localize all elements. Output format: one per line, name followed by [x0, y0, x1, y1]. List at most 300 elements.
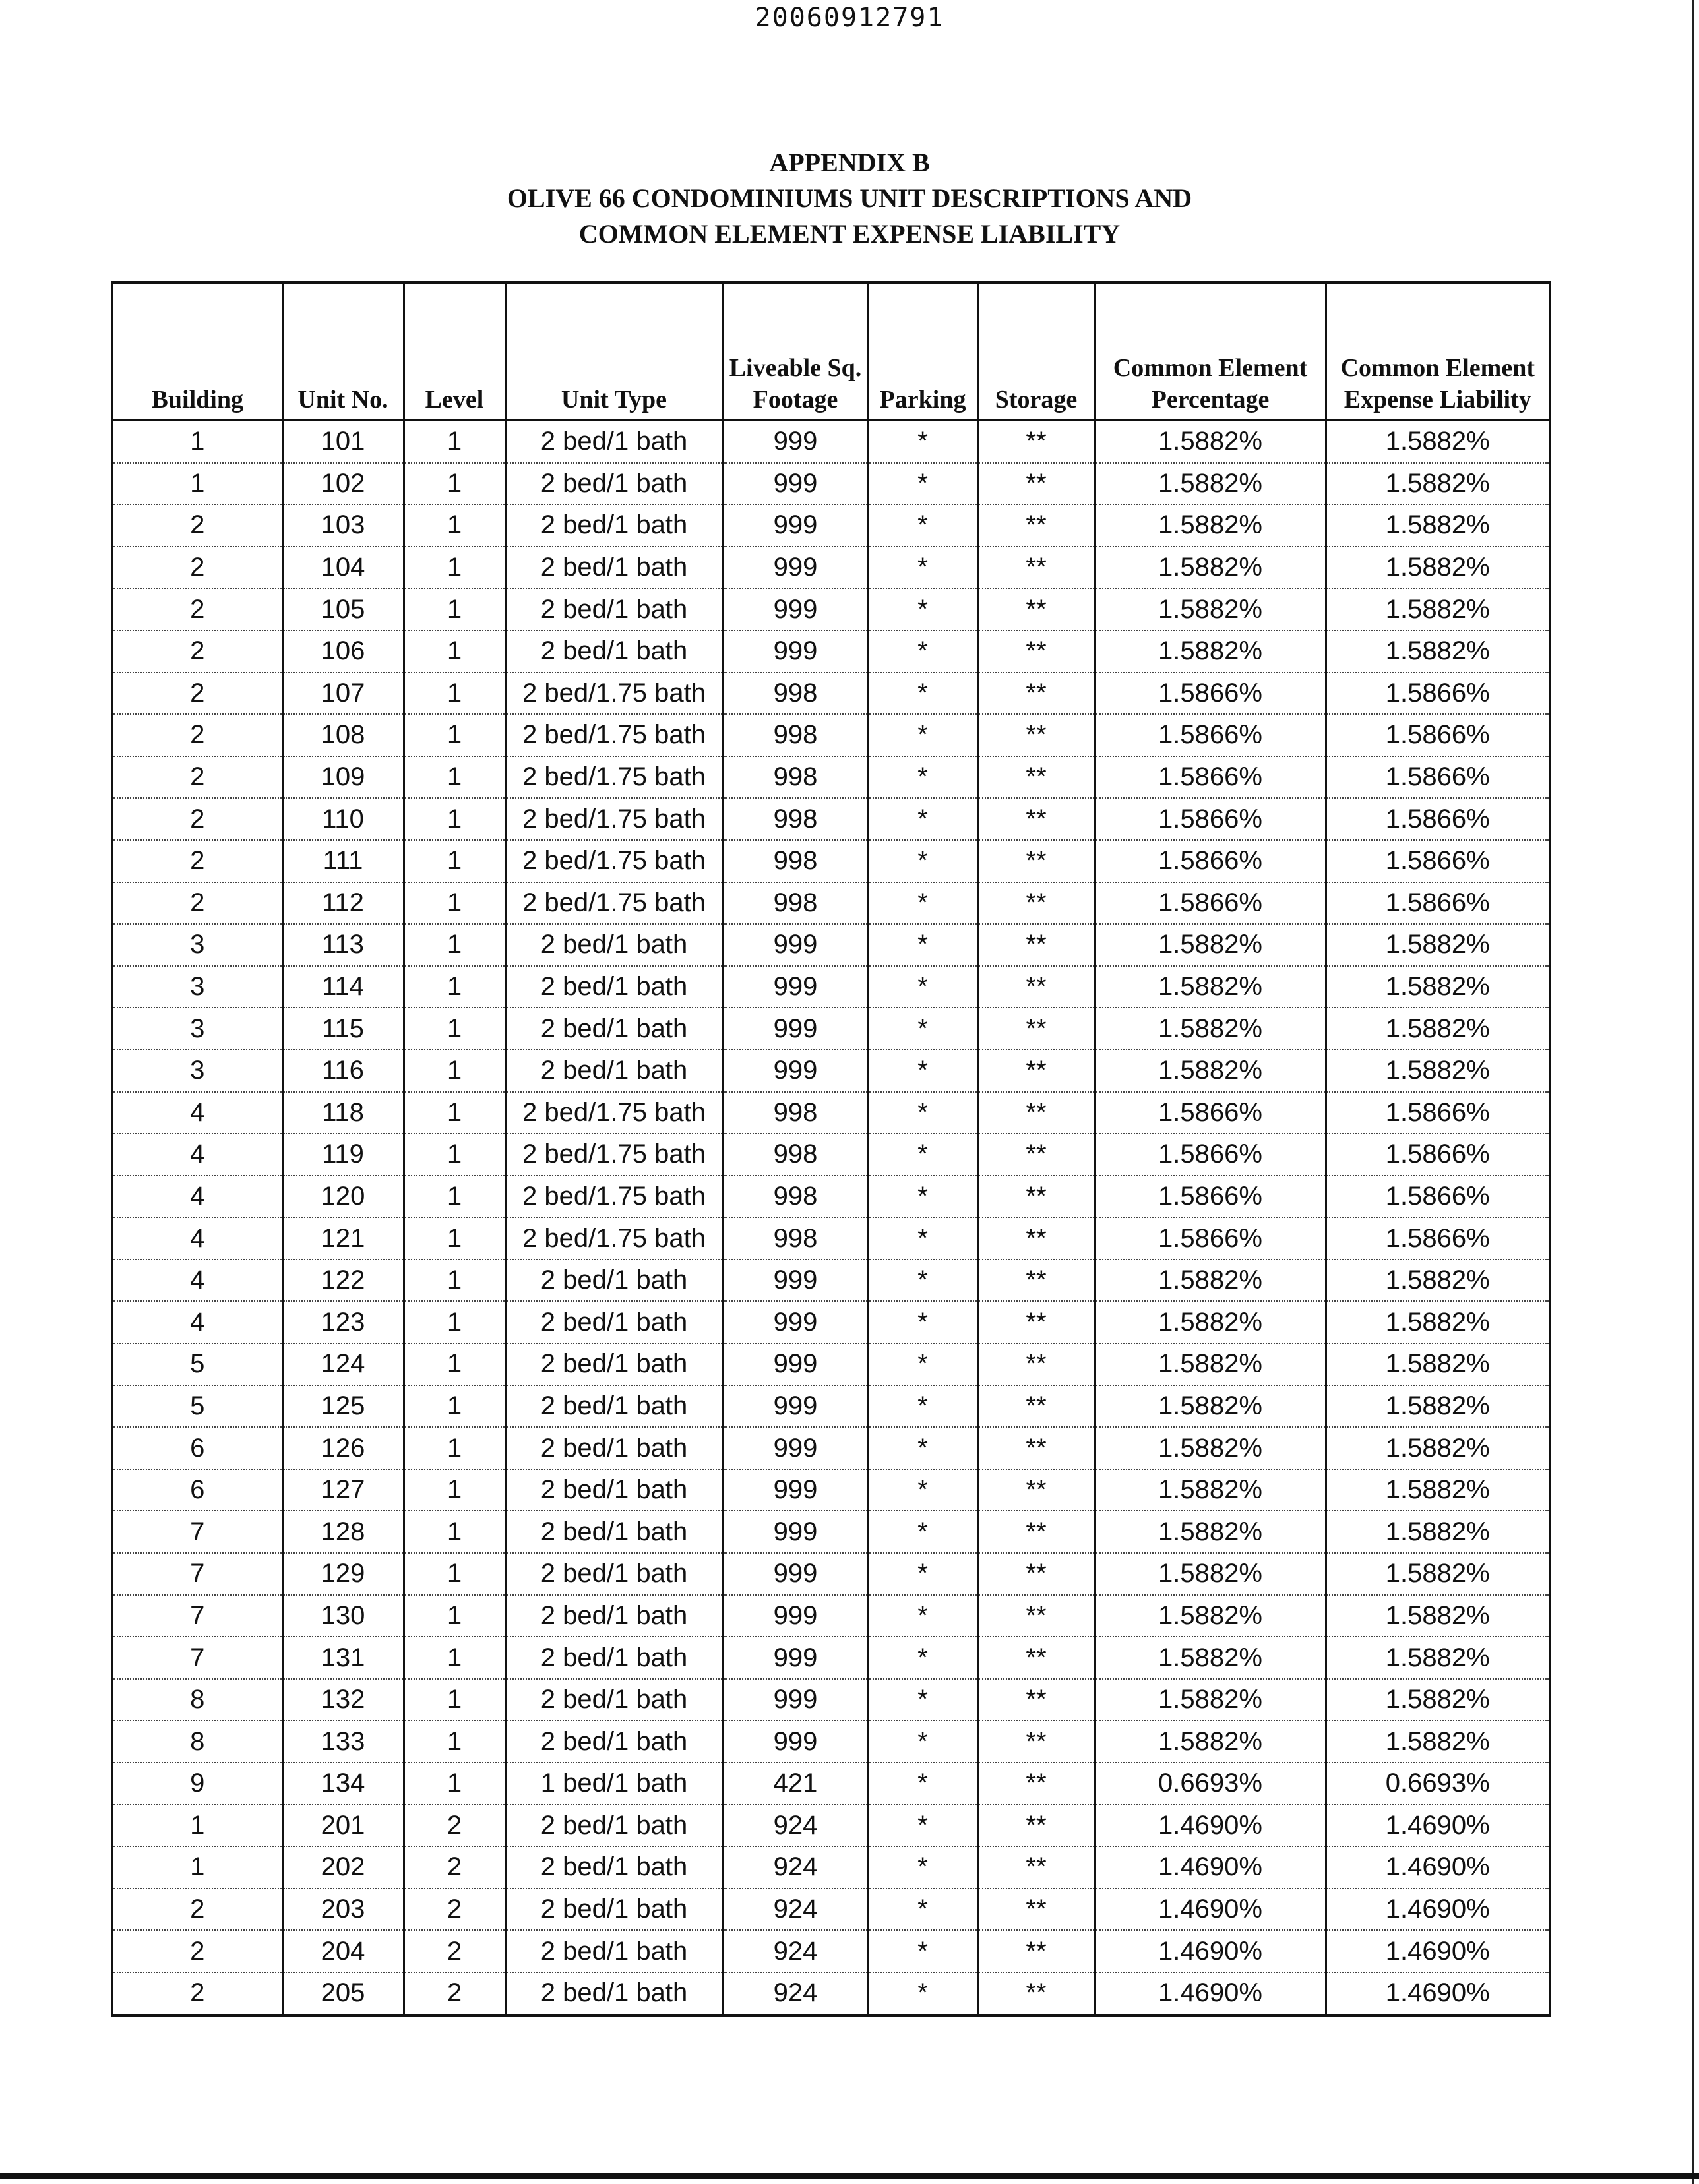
cell-common-element-percentage: 1.4690%	[1095, 1889, 1326, 1931]
table-body	[112, 421, 1550, 2015]
table-row	[112, 1972, 1550, 2015]
cell-unit-type: 2 bed/1 bath	[505, 1050, 723, 1092]
cell-level: 1	[404, 1595, 505, 1637]
cell-building: 2	[112, 840, 282, 882]
column-header-text: Unit Type	[561, 386, 667, 413]
cell-parking: *	[868, 756, 977, 799]
cell-liveable-sq-footage: 999	[723, 421, 868, 463]
cell-storage: **	[977, 966, 1095, 1008]
cell-level: 1	[404, 1134, 505, 1176]
cell-liveable-sq-footage: 999	[723, 588, 868, 630]
cell-unit-no: 126	[282, 1427, 404, 1469]
cell-liveable-sq-footage: 999	[723, 1343, 868, 1385]
cell-parking: *	[868, 1343, 977, 1385]
cell-storage: **	[977, 588, 1095, 630]
cell-unit-type: 2 bed/1.75 bath	[505, 1176, 723, 1218]
cell-building: 3	[112, 1050, 282, 1092]
cell-common-element-expense-liability: 1.5882%	[1326, 1595, 1550, 1637]
cell-unit-no: 110	[282, 798, 404, 840]
cell-common-element-expense-liability: 1.5882%	[1326, 1679, 1550, 1721]
table-row	[112, 1259, 1550, 1302]
cell-parking: *	[868, 1511, 977, 1553]
cell-storage: **	[977, 1385, 1095, 1428]
cell-unit-type: 2 bed/1 bath	[505, 1637, 723, 1679]
cell-level: 1	[404, 1469, 505, 1511]
cell-parking: *	[868, 798, 977, 840]
document-number: 20060912791	[755, 3, 944, 33]
cell-unit-no: 122	[282, 1259, 404, 1302]
cell-building: 9	[112, 1763, 282, 1805]
cell-parking: *	[868, 882, 977, 925]
cell-unit-type: 2 bed/1 bath	[505, 1427, 723, 1469]
cell-common-element-expense-liability: 1.5882%	[1326, 1511, 1550, 1553]
cell-common-element-percentage: 1.5866%	[1095, 673, 1326, 715]
cell-common-element-expense-liability: 1.5866%	[1326, 1092, 1550, 1134]
table-row	[112, 1553, 1550, 1595]
cell-liveable-sq-footage: 998	[723, 1217, 868, 1259]
cell-unit-type: 2 bed/1 bath	[505, 504, 723, 547]
cell-level: 1	[404, 588, 505, 630]
column-header-storage	[977, 282, 1095, 421]
cell-storage: **	[977, 1134, 1095, 1176]
cell-unit-type: 2 bed/1.75 bath	[505, 840, 723, 882]
cell-storage: **	[977, 882, 1095, 925]
cell-common-element-expense-liability: 1.5866%	[1326, 714, 1550, 756]
cell-common-element-expense-liability: 1.5866%	[1326, 1176, 1550, 1218]
cell-storage: **	[977, 630, 1095, 673]
table-row	[112, 1343, 1550, 1385]
cell-parking: *	[868, 1805, 977, 1847]
cell-unit-no: 116	[282, 1050, 404, 1092]
cell-common-element-expense-liability: 1.5882%	[1326, 1008, 1550, 1050]
cell-level: 1	[404, 1385, 505, 1428]
cell-storage: **	[977, 1805, 1095, 1847]
table-row	[112, 882, 1550, 925]
cell-common-element-expense-liability: 1.5866%	[1326, 673, 1550, 715]
cell-building: 7	[112, 1637, 282, 1679]
table-row	[112, 966, 1550, 1008]
title-line-2: OLIVE 66 CONDOMINIUMS UNIT DESCRIPTIONS AND	[507, 183, 1192, 213]
cell-common-element-expense-liability: 1.5866%	[1326, 840, 1550, 882]
cell-parking: *	[868, 1679, 977, 1721]
cell-parking: *	[868, 1930, 977, 1972]
cell-level: 1	[404, 756, 505, 799]
cell-common-element-percentage: 1.5882%	[1095, 1301, 1326, 1343]
cell-unit-type: 2 bed/1 bath	[505, 1301, 723, 1343]
cell-common-element-expense-liability: 1.5882%	[1326, 1050, 1550, 1092]
cell-common-element-percentage: 1.5882%	[1095, 630, 1326, 673]
cell-common-element-percentage: 1.5882%	[1095, 1008, 1326, 1050]
cell-common-element-percentage: 1.5866%	[1095, 1134, 1326, 1176]
cell-unit-type: 2 bed/1.75 bath	[505, 714, 723, 756]
table-row	[112, 840, 1550, 882]
cell-parking: *	[868, 1595, 977, 1637]
table-row	[112, 1637, 1550, 1679]
cell-common-element-percentage: 1.5882%	[1095, 1469, 1326, 1511]
cell-common-element-expense-liability: 1.5882%	[1326, 924, 1550, 966]
cell-storage: **	[977, 1511, 1095, 1553]
cell-common-element-percentage: 1.5866%	[1095, 1217, 1326, 1259]
cell-level: 1	[404, 840, 505, 882]
cell-level: 1	[404, 1050, 505, 1092]
table-row	[112, 798, 1550, 840]
table-header-row	[112, 282, 1550, 421]
table-row	[112, 1511, 1550, 1553]
table-row	[112, 630, 1550, 673]
cell-unit-no: 132	[282, 1679, 404, 1721]
cell-parking: *	[868, 1553, 977, 1595]
title-line-3: COMMON ELEMENT EXPENSE LIABILITY	[578, 219, 1121, 249]
table-row	[112, 504, 1550, 547]
cell-unit-type: 2 bed/1 bath	[505, 588, 723, 630]
table-row	[112, 1385, 1550, 1428]
cell-parking: *	[868, 924, 977, 966]
cell-level: 1	[404, 714, 505, 756]
cell-unit-type: 2 bed/1 bath	[505, 421, 723, 463]
cell-unit-type: 2 bed/1 bath	[505, 1972, 723, 2015]
cell-common-element-percentage: 1.5882%	[1095, 421, 1326, 463]
cell-liveable-sq-footage: 999	[723, 1637, 868, 1679]
cell-unit-no: 123	[282, 1301, 404, 1343]
cell-parking: *	[868, 1050, 977, 1092]
cell-common-element-expense-liability: 1.4690%	[1326, 1846, 1550, 1889]
cell-level: 1	[404, 1343, 505, 1385]
column-header-common-element-percentage	[1095, 282, 1326, 421]
cell-storage: **	[977, 1930, 1095, 1972]
cell-unit-no: 112	[282, 882, 404, 925]
cell-unit-no: 101	[282, 421, 404, 463]
cell-unit-no: 125	[282, 1385, 404, 1428]
cell-parking: *	[868, 714, 977, 756]
cell-building: 3	[112, 1008, 282, 1050]
column-header-text: Storage	[995, 386, 1078, 413]
cell-parking: *	[868, 1427, 977, 1469]
cell-level: 1	[404, 1553, 505, 1595]
cell-unit-type: 2 bed/1 bath	[505, 1343, 723, 1385]
cell-storage: **	[977, 1176, 1095, 1218]
table-row	[112, 1763, 1550, 1805]
cell-storage: **	[977, 1343, 1095, 1385]
cell-level: 1	[404, 798, 505, 840]
cell-storage: **	[977, 1050, 1095, 1092]
cell-common-element-percentage: 1.5882%	[1095, 1679, 1326, 1721]
cell-unit-type: 2 bed/1 bath	[505, 1595, 723, 1637]
column-header-building	[112, 282, 282, 421]
cell-building: 8	[112, 1679, 282, 1721]
cell-liveable-sq-footage: 924	[723, 1889, 868, 1931]
cell-building: 2	[112, 588, 282, 630]
cell-liveable-sq-footage: 999	[723, 1301, 868, 1343]
column-header-unit-type	[505, 282, 723, 421]
table-row	[112, 673, 1550, 715]
cell-parking: *	[868, 1846, 977, 1889]
cell-common-element-percentage: 1.5882%	[1095, 547, 1326, 589]
cell-building: 2	[112, 1930, 282, 1972]
cell-parking: *	[868, 1385, 977, 1428]
cell-parking: *	[868, 1469, 977, 1511]
cell-common-element-expense-liability: 1.5882%	[1326, 966, 1550, 1008]
cell-level: 1	[404, 966, 505, 1008]
cell-unit-no: 201	[282, 1805, 404, 1847]
cell-building: 7	[112, 1511, 282, 1553]
column-header-text: Expense Liability	[1344, 386, 1531, 413]
column-header-parking	[868, 282, 977, 421]
table-row	[112, 1595, 1550, 1637]
cell-building: 1	[112, 1846, 282, 1889]
column-header-common-element-expense-liability	[1326, 282, 1550, 421]
cell-unit-type: 2 bed/1 bath	[505, 1259, 723, 1302]
table-row	[112, 1720, 1550, 1763]
cell-level: 1	[404, 421, 505, 463]
cell-parking: *	[868, 421, 977, 463]
cell-storage: **	[977, 547, 1095, 589]
cell-unit-type: 2 bed/1 bath	[505, 1553, 723, 1595]
cell-level: 1	[404, 630, 505, 673]
cell-level: 1	[404, 1301, 505, 1343]
cell-common-element-percentage: 1.4690%	[1095, 1930, 1326, 1972]
cell-unit-type: 2 bed/1.75 bath	[505, 798, 723, 840]
table-row	[112, 1889, 1550, 1931]
cell-storage: **	[977, 1092, 1095, 1134]
title-line-1: APPENDIX B	[769, 148, 930, 177]
table-row	[112, 421, 1550, 463]
cell-building: 1	[112, 421, 282, 463]
cell-liveable-sq-footage: 998	[723, 798, 868, 840]
cell-liveable-sq-footage: 999	[723, 1553, 868, 1595]
cell-building: 3	[112, 924, 282, 966]
cell-common-element-percentage: 1.5882%	[1095, 1720, 1326, 1763]
cell-storage: **	[977, 1595, 1095, 1637]
cell-building: 6	[112, 1427, 282, 1469]
cell-building: 2	[112, 798, 282, 840]
cell-building: 2	[112, 1889, 282, 1931]
cell-storage: **	[977, 1637, 1095, 1679]
cell-building: 3	[112, 966, 282, 1008]
cell-level: 1	[404, 547, 505, 589]
cell-liveable-sq-footage: 999	[723, 924, 868, 966]
table-row	[112, 1805, 1550, 1847]
cell-common-element-percentage: 1.5866%	[1095, 798, 1326, 840]
cell-level: 1	[404, 1259, 505, 1302]
cell-unit-no: 204	[282, 1930, 404, 1972]
cell-unit-type: 2 bed/1 bath	[505, 547, 723, 589]
cell-level: 2	[404, 1805, 505, 1847]
cell-unit-no: 113	[282, 924, 404, 966]
cell-liveable-sq-footage: 924	[723, 1972, 868, 2015]
cell-parking: *	[868, 1889, 977, 1931]
cell-common-element-percentage: 1.5882%	[1095, 463, 1326, 505]
cell-common-element-percentage: 1.5866%	[1095, 840, 1326, 882]
table-row	[112, 588, 1550, 630]
cell-common-element-percentage: 1.5866%	[1095, 882, 1326, 925]
cell-level: 2	[404, 1889, 505, 1931]
cell-liveable-sq-footage: 999	[723, 1720, 868, 1763]
cell-unit-type: 2 bed/1.75 bath	[505, 1092, 723, 1134]
cell-storage: **	[977, 1301, 1095, 1343]
cell-liveable-sq-footage: 998	[723, 1134, 868, 1176]
cell-unit-type: 2 bed/1 bath	[505, 966, 723, 1008]
cell-unit-no: 109	[282, 756, 404, 799]
cell-parking: *	[868, 1008, 977, 1050]
cell-unit-no: 127	[282, 1469, 404, 1511]
cell-building: 2	[112, 547, 282, 589]
cell-building: 4	[112, 1134, 282, 1176]
cell-level: 1	[404, 1720, 505, 1763]
cell-storage: **	[977, 924, 1095, 966]
cell-unit-no: 107	[282, 673, 404, 715]
cell-building: 2	[112, 504, 282, 547]
cell-level: 1	[404, 1679, 505, 1721]
cell-building: 8	[112, 1720, 282, 1763]
cell-common-element-expense-liability: 1.4690%	[1326, 1972, 1550, 2015]
cell-liveable-sq-footage: 998	[723, 714, 868, 756]
cell-common-element-percentage: 0.6693%	[1095, 1763, 1326, 1805]
cell-liveable-sq-footage: 999	[723, 1469, 868, 1511]
cell-level: 2	[404, 1930, 505, 1972]
table-row	[112, 1930, 1550, 1972]
cell-level: 1	[404, 1763, 505, 1805]
cell-liveable-sq-footage: 999	[723, 1511, 868, 1553]
column-header-text: Footage	[753, 386, 838, 413]
cell-liveable-sq-footage: 999	[723, 1679, 868, 1721]
page-edge-bottom	[0, 2173, 1699, 2179]
cell-building: 2	[112, 673, 282, 715]
cell-common-element-percentage: 1.5882%	[1095, 924, 1326, 966]
unit-table	[111, 281, 1551, 2017]
column-header-level	[404, 282, 505, 421]
cell-level: 1	[404, 1511, 505, 1553]
cell-common-element-percentage: 1.4690%	[1095, 1805, 1326, 1847]
cell-parking: *	[868, 1763, 977, 1805]
cell-unit-no: 115	[282, 1008, 404, 1050]
cell-unit-no: 108	[282, 714, 404, 756]
cell-common-element-expense-liability: 1.4690%	[1326, 1805, 1550, 1847]
cell-storage: **	[977, 840, 1095, 882]
cell-liveable-sq-footage: 999	[723, 1050, 868, 1092]
cell-unit-type: 2 bed/1.75 bath	[505, 673, 723, 715]
cell-parking: *	[868, 966, 977, 1008]
cell-common-element-percentage: 1.5866%	[1095, 756, 1326, 799]
cell-unit-no: 103	[282, 504, 404, 547]
cell-level: 1	[404, 1008, 505, 1050]
cell-parking: *	[868, 840, 977, 882]
cell-storage: **	[977, 1259, 1095, 1302]
cell-parking: *	[868, 504, 977, 547]
cell-common-element-expense-liability: 1.5882%	[1326, 588, 1550, 630]
column-header-text: Percentage	[1151, 386, 1270, 413]
cell-parking: *	[868, 1720, 977, 1763]
table-row	[112, 1008, 1550, 1050]
cell-building: 4	[112, 1217, 282, 1259]
cell-common-element-percentage: 1.5882%	[1095, 1595, 1326, 1637]
cell-level: 2	[404, 1972, 505, 2015]
cell-parking: *	[868, 1637, 977, 1679]
cell-liveable-sq-footage: 999	[723, 966, 868, 1008]
cell-storage: **	[977, 1008, 1095, 1050]
cell-common-element-expense-liability: 1.5882%	[1326, 1469, 1550, 1511]
cell-common-element-expense-liability: 1.5882%	[1326, 463, 1550, 505]
cell-common-element-percentage: 1.5882%	[1095, 1553, 1326, 1595]
cell-unit-no: 102	[282, 463, 404, 505]
cell-building: 1	[112, 1805, 282, 1847]
cell-common-element-expense-liability: 1.5882%	[1326, 1720, 1550, 1763]
cell-unit-type: 2 bed/1 bath	[505, 1930, 723, 1972]
cell-unit-no: 130	[282, 1595, 404, 1637]
table-row	[112, 1846, 1550, 1889]
table-row	[112, 1092, 1550, 1134]
cell-common-element-expense-liability: 1.5882%	[1326, 1553, 1550, 1595]
cell-storage: **	[977, 1469, 1095, 1511]
cell-level: 1	[404, 1637, 505, 1679]
cell-common-element-expense-liability: 1.5866%	[1326, 798, 1550, 840]
cell-common-element-percentage: 1.5882%	[1095, 1511, 1326, 1553]
cell-storage: **	[977, 504, 1095, 547]
table-row	[112, 1050, 1550, 1092]
cell-building: 2	[112, 882, 282, 925]
cell-parking: *	[868, 1092, 977, 1134]
table-row	[112, 463, 1550, 505]
table-row	[112, 1217, 1550, 1259]
cell-unit-type: 2 bed/1 bath	[505, 924, 723, 966]
cell-unit-type: 2 bed/1.75 bath	[505, 756, 723, 799]
cell-parking: *	[868, 1134, 977, 1176]
cell-liveable-sq-footage: 999	[723, 547, 868, 589]
cell-unit-type: 2 bed/1 bath	[505, 1511, 723, 1553]
cell-building: 7	[112, 1553, 282, 1595]
cell-common-element-expense-liability: 1.4690%	[1326, 1889, 1550, 1931]
cell-common-element-percentage: 1.5866%	[1095, 1092, 1326, 1134]
cell-level: 1	[404, 924, 505, 966]
table-row	[112, 1176, 1550, 1218]
cell-parking: *	[868, 1301, 977, 1343]
cell-building: 6	[112, 1469, 282, 1511]
cell-common-element-expense-liability: 1.4690%	[1326, 1930, 1550, 1972]
cell-common-element-expense-liability: 1.5866%	[1326, 882, 1550, 925]
cell-unit-type: 2 bed/1 bath	[505, 1720, 723, 1763]
cell-common-element-expense-liability: 1.5882%	[1326, 1301, 1550, 1343]
cell-parking: *	[868, 1217, 977, 1259]
cell-common-element-percentage: 1.5882%	[1095, 1385, 1326, 1428]
table-row	[112, 714, 1550, 756]
cell-liveable-sq-footage: 924	[723, 1930, 868, 1972]
cell-common-element-percentage: 1.5882%	[1095, 1637, 1326, 1679]
cell-unit-type: 2 bed/1 bath	[505, 1889, 723, 1931]
cell-liveable-sq-footage: 998	[723, 840, 868, 882]
cell-common-element-percentage: 1.5882%	[1095, 1259, 1326, 1302]
cell-common-element-expense-liability: 1.5882%	[1326, 1637, 1550, 1679]
cell-building: 4	[112, 1301, 282, 1343]
cell-storage: **	[977, 798, 1095, 840]
cell-parking: *	[868, 1259, 977, 1302]
cell-level: 1	[404, 504, 505, 547]
cell-parking: *	[868, 673, 977, 715]
cell-level: 1	[404, 463, 505, 505]
cell-liveable-sq-footage: 924	[723, 1805, 868, 1847]
cell-unit-no: 121	[282, 1217, 404, 1259]
cell-parking: *	[868, 1176, 977, 1218]
cell-unit-type: 2 bed/1.75 bath	[505, 882, 723, 925]
cell-unit-no: 104	[282, 547, 404, 589]
cell-building: 1	[112, 463, 282, 505]
cell-parking: *	[868, 630, 977, 673]
cell-common-element-percentage: 1.5882%	[1095, 1427, 1326, 1469]
cell-unit-type: 2 bed/1 bath	[505, 1846, 723, 1889]
cell-common-element-expense-liability: 1.5882%	[1326, 1343, 1550, 1385]
cell-common-element-percentage: 1.5882%	[1095, 588, 1326, 630]
cell-unit-type: 2 bed/1 bath	[505, 1469, 723, 1511]
cell-liveable-sq-footage: 999	[723, 630, 868, 673]
cell-building: 4	[112, 1259, 282, 1302]
